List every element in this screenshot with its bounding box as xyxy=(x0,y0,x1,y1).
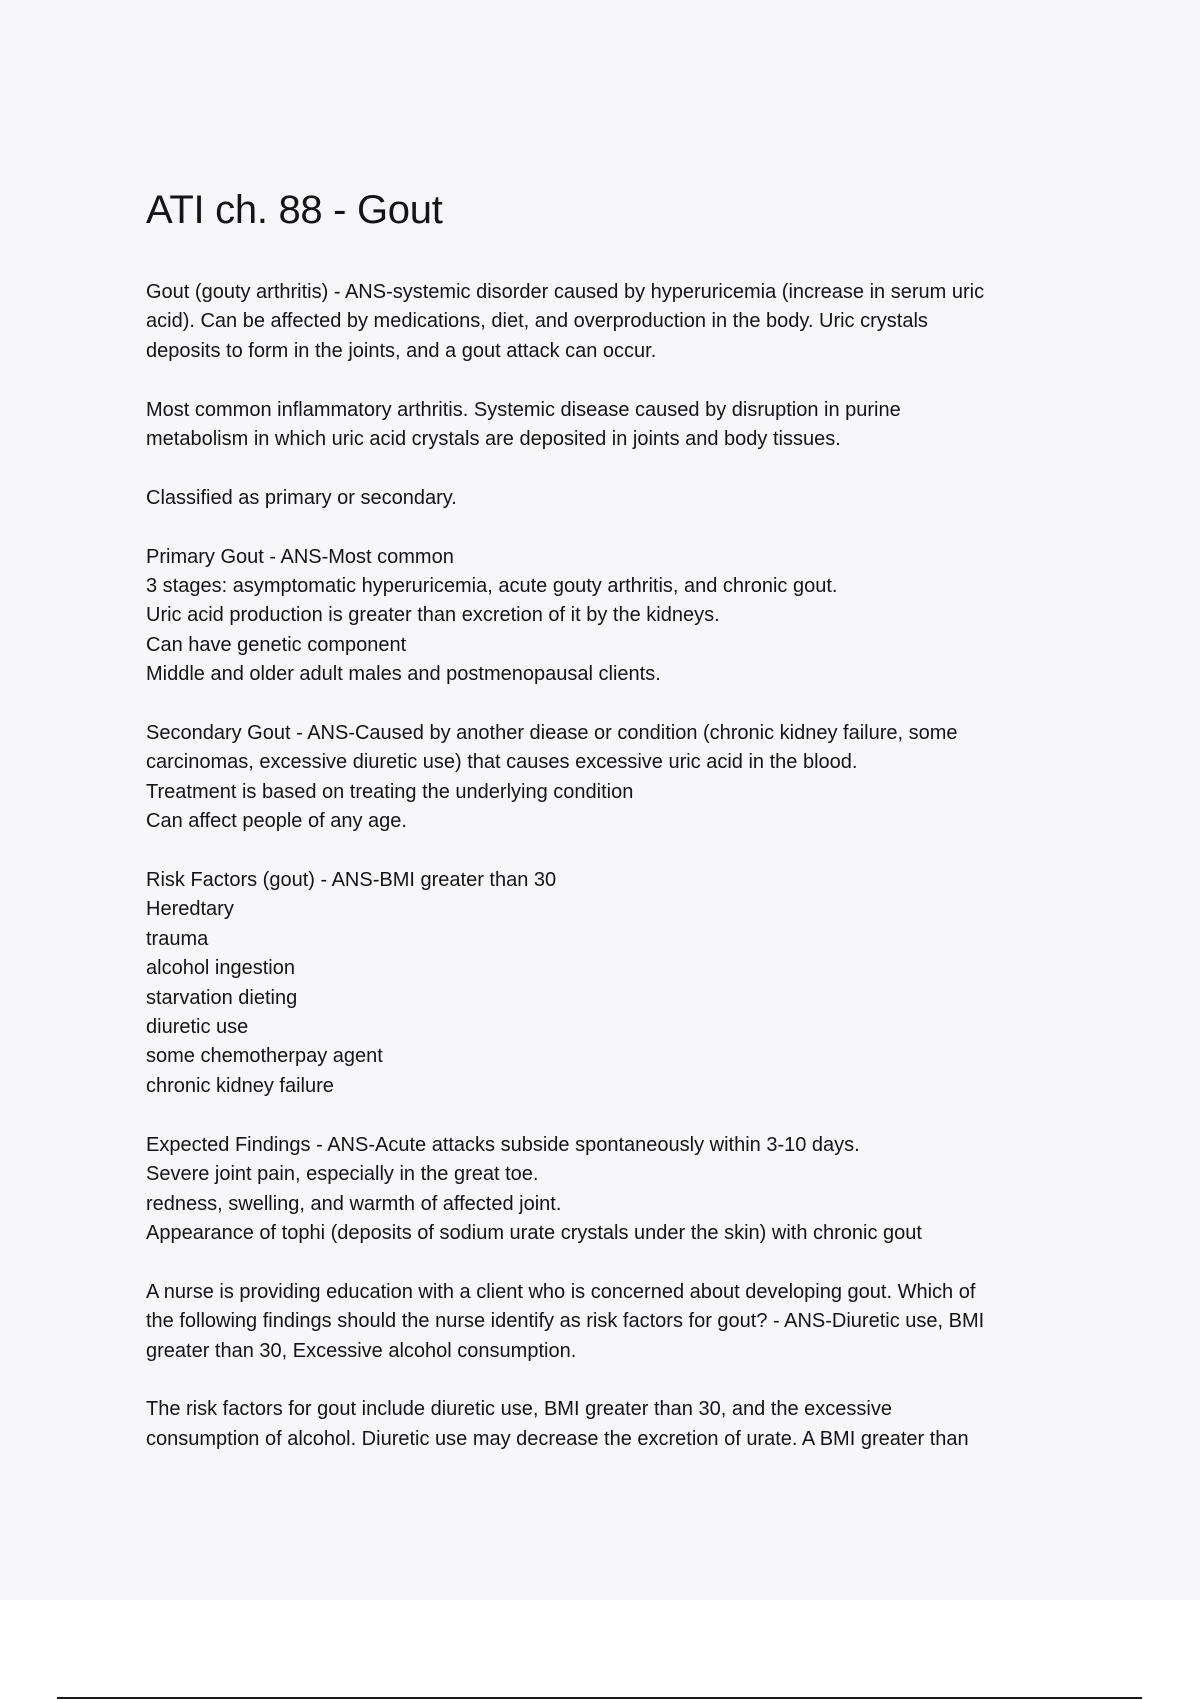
text-line: Treatment is based on treating the underlying condition xyxy=(146,780,634,803)
text-line: Can affect people of any age. xyxy=(146,810,407,833)
page-divider xyxy=(57,1697,1142,1699)
text-line: redness, swelling, and warmth of affected joint. xyxy=(146,1192,562,1215)
text-line: Heredtary xyxy=(146,898,234,921)
text-line: Classified as primary or secondary. xyxy=(146,486,457,509)
text-line: deposits to form in the joints, and a gout attack can occur. xyxy=(146,339,657,362)
text-line: greater than 30, Excessive alcohol consumption. xyxy=(146,1339,577,1362)
text-line: Uric acid production is greater than excretion of it by the kidneys. xyxy=(146,604,720,627)
paragraph-primary-gout xyxy=(146,543,1086,690)
text-line: Expected Findings - ANS-Acute attacks subside spontaneously within 3-10 days. xyxy=(146,1133,860,1156)
text-line: Risk Factors (gout) - ANS-BMI greater than 30 xyxy=(146,869,557,892)
text-line: Most common inflammatory arthritis. Systemic disease caused by disruption in purine xyxy=(146,398,901,421)
paragraph-classified xyxy=(146,484,1086,513)
text-line: carcinomas, excessive diuretic use) that causes excessive uric acid in the blood. xyxy=(146,751,858,774)
text-line: alcohol ingestion xyxy=(146,957,295,980)
text-line: chronic kidney failure xyxy=(146,1074,334,1097)
document-content xyxy=(146,180,1086,1484)
text-line: starvation dieting xyxy=(146,986,298,1009)
paragraph-secondary-gout xyxy=(146,719,1086,837)
text-line: Severe joint pain, especially in the great toe. xyxy=(146,1163,539,1186)
text-line: The risk factors for gout include diuretic use, BMI greater than 30, and the excessive xyxy=(146,1398,892,1421)
text-line: Secondary Gout - ANS-Caused by another diease or condition (chronic kidney failure, some xyxy=(146,722,958,745)
page-title: ATI ch. 88 - Gout xyxy=(146,188,443,232)
text-line: consumption of alcohol. Diuretic use may decrease the excretion of urate. A BMI greater than xyxy=(146,1427,969,1450)
text-line: diuretic use xyxy=(146,1016,249,1039)
text-line: Middle and older adult males and postmenopausal clients. xyxy=(146,663,661,686)
text-line: Can have genetic component xyxy=(146,633,407,656)
text-line: the following findings should the nurse identify as risk factors for gout? - ANS-Diuretic use, BMI xyxy=(146,1310,985,1333)
paragraph-risk-factors xyxy=(146,866,1086,1101)
text-line: Gout (gouty arthritis) - ANS-systemic disorder caused by hyperuricemia (increase in serum uric xyxy=(146,281,985,303)
text-line: acid). Can be affected by medications, diet, and overproduction in the body. Uric crystals xyxy=(146,310,928,333)
paragraph-nurse-question xyxy=(146,1278,1086,1366)
text-line: A nurse is providing education with a client who is concerned about developing gout. Which of xyxy=(146,1280,976,1303)
text-line: Primary Gout - ANS-Most common xyxy=(146,545,454,568)
paragraph-most-common xyxy=(146,396,1086,455)
paragraph-expected-findings xyxy=(146,1131,1086,1249)
paragraph-gout-definition xyxy=(146,278,1086,366)
paragraph-risk-explanation xyxy=(146,1395,1086,1454)
text-line: Appearance of tophi (deposits of sodium urate crystals under the skin) with chronic gout xyxy=(146,1221,922,1244)
text-line: trauma xyxy=(146,927,209,950)
text-line: 3 stages: asymptomatic hyperuricemia, acute gouty arthritis, and chronic gout. xyxy=(146,575,838,598)
text-line: metabolism in which uric acid crystals are deposited in joints and body tissues. xyxy=(146,428,841,451)
text-line: some chemotherpay agent xyxy=(146,1045,383,1068)
